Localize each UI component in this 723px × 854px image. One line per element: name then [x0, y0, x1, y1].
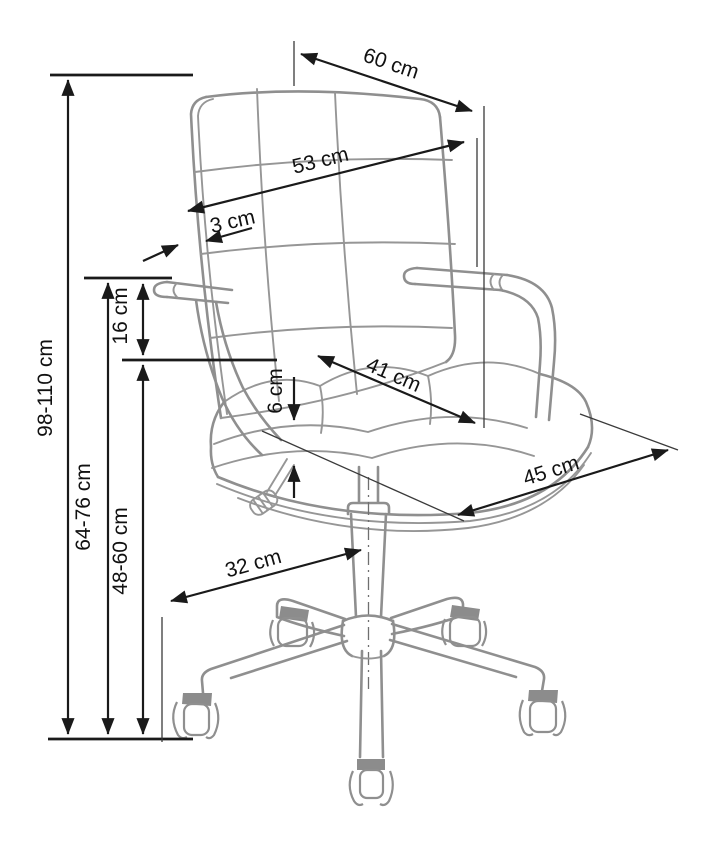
label-backrest-top-width: 60 cm	[360, 43, 422, 84]
label-armrest-height: 64-76 cm	[72, 463, 95, 551]
label-backrest-width: 53 cm	[289, 142, 351, 179]
chair-lever	[247, 459, 294, 518]
dimension-backrest-width	[188, 142, 464, 211]
label-cushion-thickness: 6 cm	[264, 368, 287, 414]
label-seat-height: 48-60 cm	[109, 507, 132, 595]
chair-armrest-left	[154, 282, 281, 455]
chair-base	[202, 598, 544, 757]
label-armrest-above-seat: 16 cm	[109, 287, 132, 345]
dimension-seat-height	[109, 365, 143, 734]
dimension-armrest-above-seat	[109, 284, 143, 355]
caster-front-center	[350, 759, 393, 805]
dimension-base-leg	[171, 545, 361, 601]
label-seat-width: 41 cm	[362, 353, 425, 397]
dimension-seat-width	[318, 353, 475, 423]
label-total-height: 98-110 cm	[34, 339, 57, 437]
caster-front-right	[520, 690, 566, 735]
label-seat-depth: 45 cm	[520, 451, 582, 491]
dimension-seat-depth	[458, 450, 668, 515]
ext-line-seat-rear	[580, 414, 678, 450]
dimension-armrest-height	[72, 283, 108, 734]
caster-front-left	[173, 693, 218, 738]
chair-drawing	[154, 89, 592, 805]
chair-backrest	[191, 89, 455, 418]
dimension-backrest-top-width	[301, 44, 472, 111]
dimension-cushion-thickness	[264, 368, 294, 498]
label-backrest-thickness: 3 cm	[207, 205, 258, 238]
chair-armrest-right	[404, 268, 555, 420]
dimension-total-height	[34, 80, 68, 734]
label-base-leg: 32 cm	[222, 545, 284, 583]
